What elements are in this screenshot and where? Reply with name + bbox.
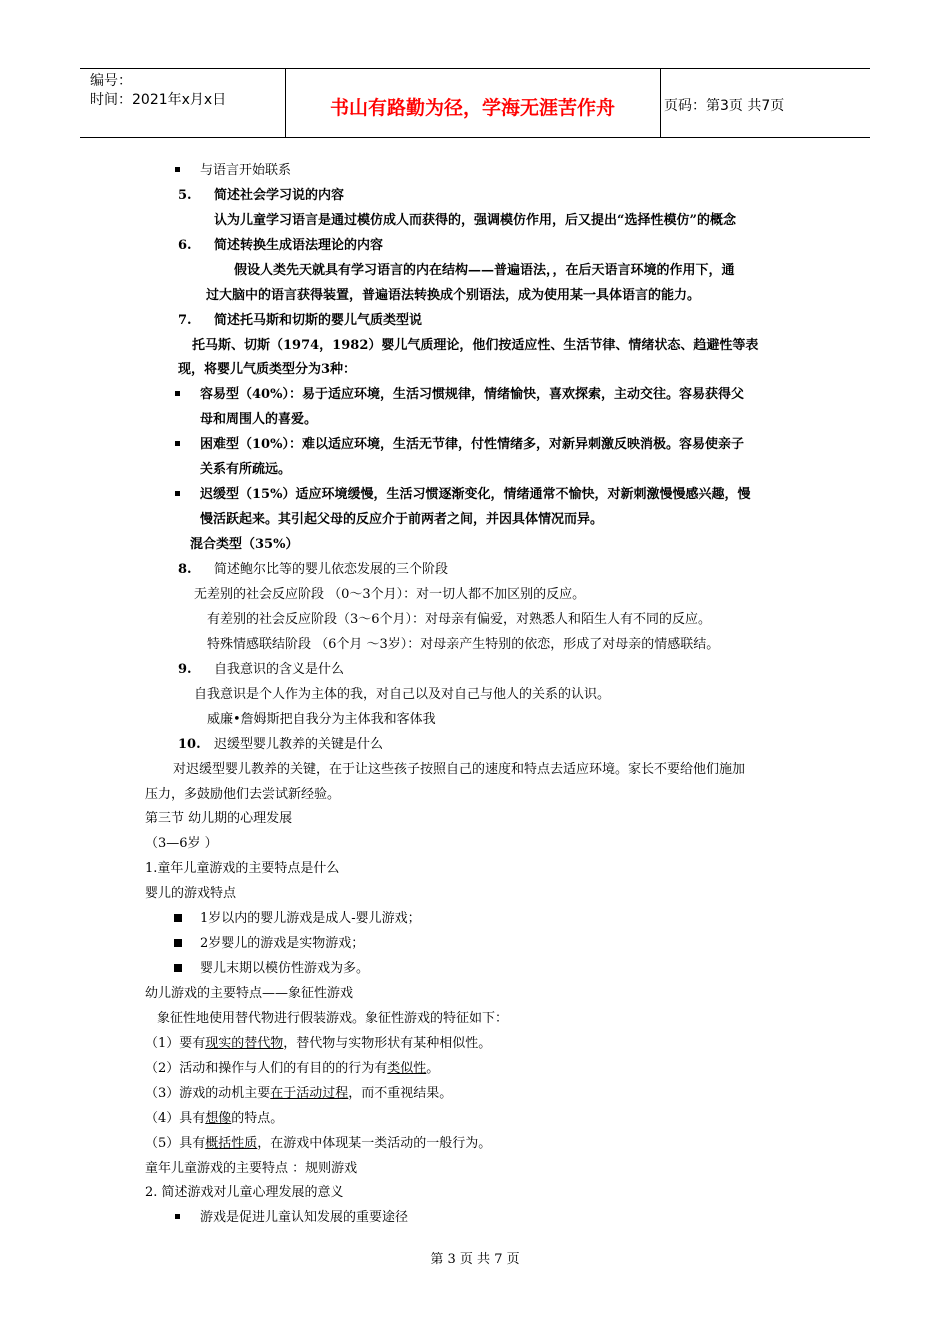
paragraph-line: 过大脑中的语言获得装置，普遍语法转换成个别语法，成为使用某一具体语言的能力。 (206, 288, 701, 303)
paragraph-line: 压力，多鼓励他们去尝试新经验。 (145, 787, 341, 802)
header-page-number: 页码：第3页 共7页 (664, 98, 785, 114)
list-item: 婴儿末期以模仿性游戏为多。 (174, 960, 369, 978)
paragraph-line: 关系有所疏远。 (200, 462, 292, 477)
page-footer: 第 3 页 共 7 页 (430, 1252, 520, 1267)
question-heading: 6. 简述转换生成语法理论的内容 (178, 238, 384, 253)
paragraph-line: 自我意识是个人作为主体的我，对自己以及对自己与他人的关系的认识。 (194, 687, 611, 702)
section-heading: 第三节 幼儿期的心理发展 (145, 811, 293, 826)
list-item: （3）游戏的动机主要在于活动过程，而不重视结果。 (145, 1086, 453, 1101)
question-heading: 10. 迟缓型婴儿教养的关键是什么 (178, 737, 384, 752)
list-item: （5）具有概括性质，在游戏中体现某一类活动的一般行为。 (145, 1136, 492, 1151)
paragraph-line: 托马斯、切斯（1974，1982）婴儿气质理论，他们按适应性、生活节律、情绪状态、趋避性等表 (192, 338, 759, 353)
header-meta (90, 72, 226, 110)
list-item: 2岁婴儿的游戏是实物游戏； (174, 935, 364, 953)
list-item: （1）要有现实的替代物，替代物与实物形状有某种相似性。 (145, 1036, 492, 1051)
paragraph-line: 现，将婴儿气质类型分为3种： (178, 362, 357, 377)
list-item: （4）具有想像的特点。 (145, 1111, 284, 1126)
square-bullet-icon (174, 939, 182, 947)
list-item: 游戏是促进儿童认知发展的重要途径 (175, 1209, 408, 1227)
bullet-icon (175, 491, 180, 496)
header-divider (660, 69, 661, 137)
bullet-icon (175, 391, 180, 396)
paragraph-line: 认为儿童学习语言是通过模仿成人而获得的，强调模仿作用，后又提出“选择性模仿”的概念 (214, 213, 736, 228)
list-item: 与语言开始联系 (175, 162, 291, 180)
paragraph-line: 混合类型（35%） (190, 537, 299, 552)
paragraph-line: （3—6岁 ） (145, 836, 218, 851)
page-header (80, 68, 870, 138)
document-number-label: 编号： (90, 73, 132, 89)
paragraph-line: 对迟缓型婴儿教养的关键，在于让这些孩子按照自己的速度和特点去适应环境。家长不要给他们施加 (173, 762, 746, 777)
paragraph-line: 威廉•詹姆斯把自我分为主体我和客体我 (207, 712, 436, 727)
list-item: 容易型（40%）：易于适应环境，生活习惯规律，情绪愉快，喜欢探索，主动交往。容易获得父 (175, 386, 744, 404)
paragraph-line: 母和周围人的喜爱。 (200, 412, 318, 427)
list-item: 困难型（10%）：难以适应环境，生活无节律，付性情绪多，对新异刺激反映消极。容易使亲子 (175, 436, 744, 454)
question-heading: 1.童年儿童游戏的主要特点是什么 (145, 861, 340, 876)
paragraph-line: 假设人类先天就具有学习语言的内在结构——普遍语法，，在后天语言环境的作用下，通 (234, 263, 735, 278)
paragraph-line: 有差别的社会反应阶段（3～6个月）：对母亲有偏爱，对熟悉人和陌生人有不同的反应。 (207, 612, 712, 627)
paragraph-line: 童年儿童游戏的主要特点 ：规则游戏 (145, 1161, 358, 1176)
bullet-icon (175, 1214, 180, 1219)
paragraph-line: 无差别的社会反应阶段 （0～3个月）：对一切人都不加区别的反应。 (194, 587, 586, 602)
paragraph-line: 特殊情感联结阶段 （6个月 ～3岁）：对母亲产生特别的依恋，形成了对母亲的情感联结。 (207, 637, 720, 652)
square-bullet-icon (174, 964, 182, 972)
bullet-icon (175, 441, 180, 446)
question-heading: 9. 自我意识的含义是什么 (178, 662, 345, 677)
header-slogan: 书山有路勤为径，学海无涯苦作舟 (329, 97, 615, 119)
question-heading: 2. 简述游戏对儿童心理发展的意义 (145, 1185, 344, 1200)
bullet-icon (175, 167, 180, 172)
list-item: 1岁以内的婴儿游戏是成人-婴儿游戏； (174, 910, 421, 928)
list-item: （2）活动和操作与人们的有目的的行为有类似性。 (145, 1061, 440, 1076)
square-bullet-icon (174, 914, 182, 922)
paragraph-line: 幼儿游戏的主要特点——象征性游戏 (145, 986, 354, 1001)
paragraph-line: 婴儿的游戏特点 (145, 886, 237, 901)
paragraph-line: 慢活跃起来。其引起父母的反应介于前两者之间，并因具体情况而异。 (200, 512, 604, 527)
question-heading: 8. 简述鲍尔比等的婴儿依恋发展的三个阶段 (178, 562, 449, 577)
paragraph-line: 象征性地使用替代物进行假装游戏。象征性游戏的特征如下： (157, 1011, 509, 1026)
question-heading: 5. 简述社会学习说的内容 (178, 188, 345, 203)
question-heading: 7. 简述托马斯和切斯的婴儿气质类型说 (178, 313, 423, 328)
document-date-label: 时间：2021年x月x日 (90, 92, 227, 108)
list-item: 迟缓型（15%）适应环境缓慢，生活习惯逐渐变化，情绪通常不愉快，对新刺激慢慢感兴趣，慢 (175, 486, 750, 504)
